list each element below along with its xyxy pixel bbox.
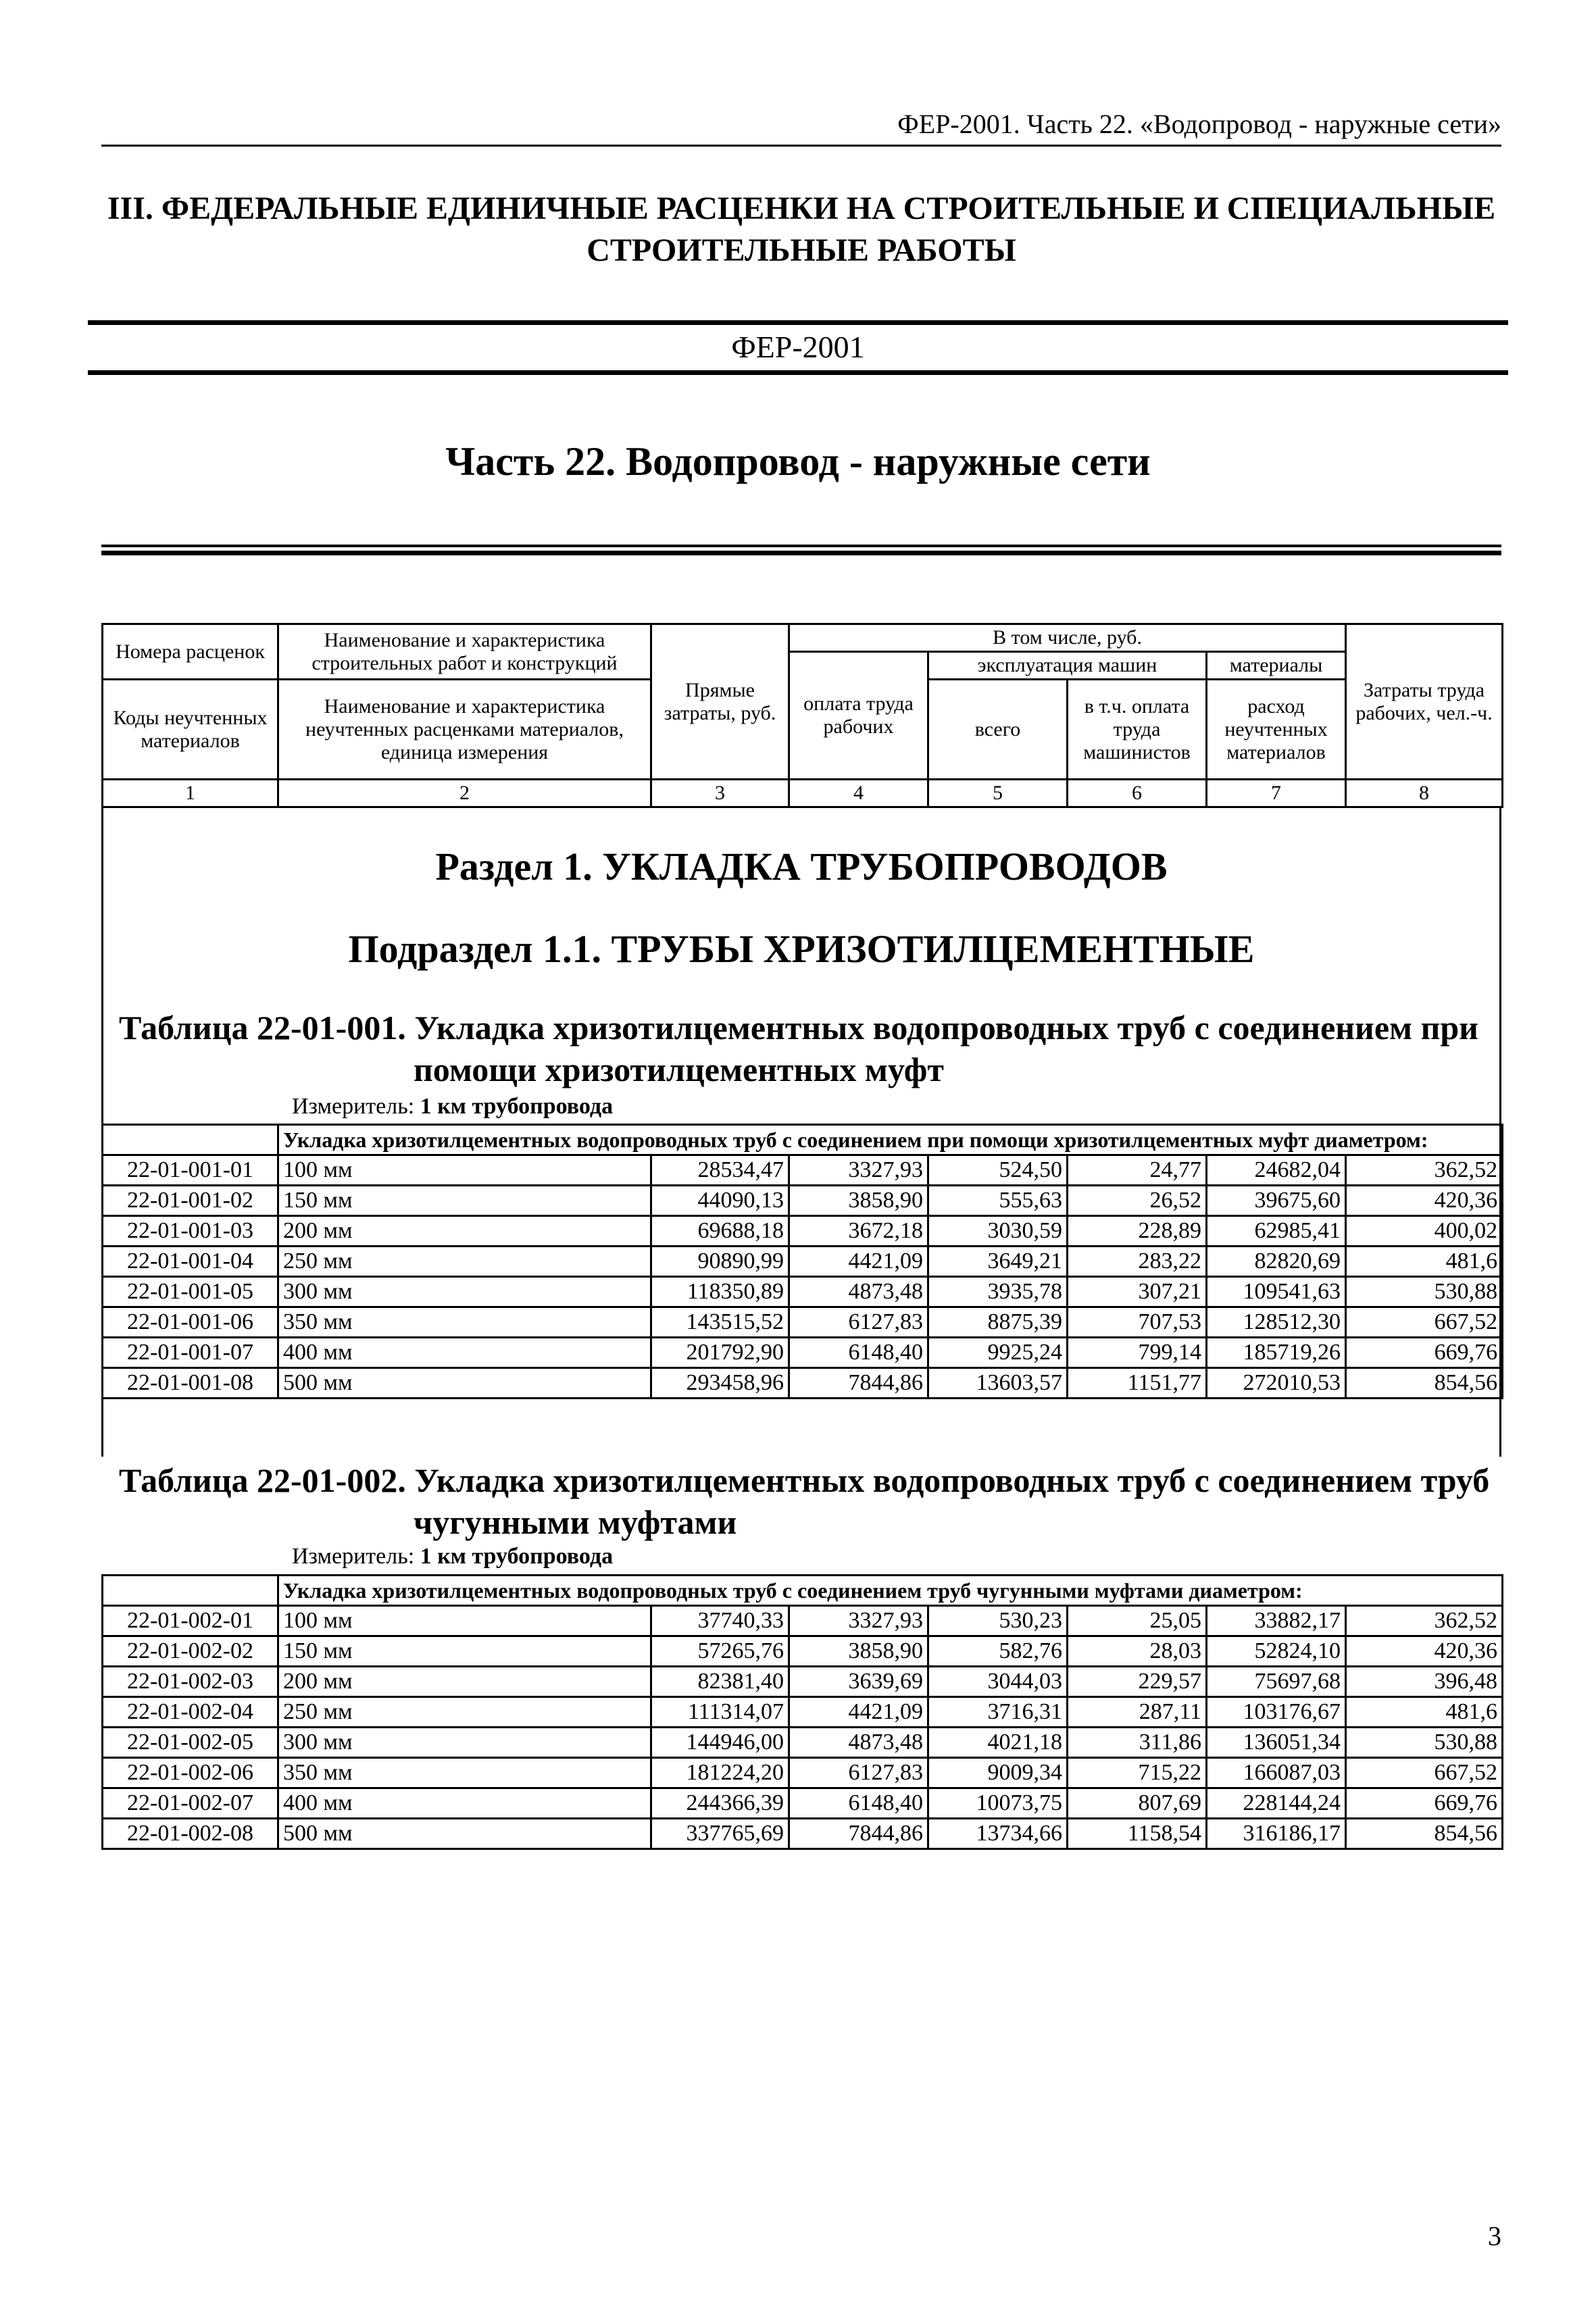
value-cell: 530,88 bbox=[1346, 1277, 1503, 1307]
value-cell: 669,76 bbox=[1346, 1338, 1503, 1368]
rate-code: 22-01-001-04 bbox=[103, 1247, 278, 1277]
value-cell: 530,23 bbox=[928, 1606, 1068, 1636]
value-cell: 6127,83 bbox=[789, 1758, 928, 1788]
col-number: 8 bbox=[1346, 780, 1503, 807]
header-nomera: Номера расценок bbox=[103, 624, 278, 680]
table-row bbox=[103, 1788, 1503, 1819]
measure-22-01-002 bbox=[292, 1543, 613, 1570]
value-cell: 799,14 bbox=[1068, 1338, 1207, 1368]
diameter: 300 мм bbox=[278, 1277, 651, 1307]
value-cell: 9009,34 bbox=[928, 1758, 1068, 1788]
table-title-line1: Таблица 22-01-002. Укладка хризотилцементных водопроводных труб с соединением труб bbox=[119, 1461, 1490, 1499]
bottom-rule bbox=[88, 370, 1508, 375]
table-row bbox=[103, 1606, 1503, 1636]
part-title: Часть 22. Водопровод - наружные сети bbox=[445, 439, 1151, 484]
value-cell: 13734,66 bbox=[928, 1819, 1068, 1849]
rate-code: 22-01-002-01 bbox=[103, 1606, 278, 1636]
value-cell: 26,52 bbox=[1068, 1186, 1207, 1216]
value-cell: 307,21 bbox=[1068, 1277, 1207, 1307]
header-naim-materialov: Наименование и характеристика неучтенных расценками материалов, единица измерения bbox=[278, 680, 651, 780]
page-number: 3 bbox=[1488, 2221, 1501, 2251]
group-row bbox=[103, 1576, 1503, 1606]
header-rashod: расход неучтенных материалов bbox=[1207, 680, 1346, 780]
table-row bbox=[103, 1758, 1503, 1788]
value-cell: 283,22 bbox=[1068, 1247, 1207, 1277]
table-row bbox=[103, 1368, 1503, 1399]
value-cell: 337765,69 bbox=[651, 1819, 789, 1849]
value-cell: 8875,39 bbox=[928, 1307, 1068, 1338]
section-title: Раздел 1. УКЛАДКА ТРУБОПРОВОДОВ bbox=[435, 845, 1168, 888]
value-cell: 136051,34 bbox=[1207, 1728, 1346, 1758]
value-cell: 524,50 bbox=[928, 1155, 1068, 1186]
header-kody: Коды неучтенных материалов bbox=[103, 680, 278, 780]
table-row bbox=[103, 1338, 1503, 1368]
header-naim-rabot: Наименование и характеристика строительных работ и конструкций bbox=[278, 624, 651, 680]
diameter: 200 мм bbox=[278, 1216, 651, 1247]
value-cell: 118350,89 bbox=[651, 1277, 789, 1307]
diameter: 500 мм bbox=[278, 1368, 651, 1399]
header-materialy: материалы bbox=[1207, 652, 1346, 680]
chapter-title: III. ФЕДЕРАЛЬНЫЕ ЕДИНИЧНЫЕ РАСЦЕНКИ НА СТРОИТЕЛЬНЫЕ И СПЕЦИАЛЬНЫЕ СТРОИТЕЛЬНЫЕ РАБОТЫ bbox=[107, 191, 1496, 268]
value-cell: 90890,99 bbox=[651, 1247, 789, 1277]
table-row bbox=[103, 1667, 1503, 1697]
table-row bbox=[103, 1697, 1503, 1728]
measure-value: 1 км трубопровода bbox=[420, 1544, 614, 1569]
value-cell: 13603,57 bbox=[928, 1368, 1068, 1399]
diameter: 250 мм bbox=[278, 1697, 651, 1728]
table-row bbox=[103, 1155, 1503, 1186]
value-cell: 244366,39 bbox=[651, 1788, 789, 1819]
value-cell: 3327,93 bbox=[789, 1155, 928, 1186]
value-cell: 24,77 bbox=[1068, 1155, 1207, 1186]
value-cell: 530,88 bbox=[1346, 1728, 1503, 1758]
rate-code: 22-01-002-08 bbox=[103, 1819, 278, 1849]
value-cell: 272010,53 bbox=[1207, 1368, 1346, 1399]
value-cell: 396,48 bbox=[1346, 1667, 1503, 1697]
group-code-cell bbox=[103, 1576, 278, 1606]
group-row bbox=[103, 1125, 1503, 1155]
value-cell: 228144,24 bbox=[1207, 1788, 1346, 1819]
value-cell: 3030,59 bbox=[928, 1216, 1068, 1247]
double-rule-bottom bbox=[101, 551, 1501, 555]
rate-code: 22-01-001-02 bbox=[103, 1186, 278, 1216]
value-cell: 3044,03 bbox=[928, 1667, 1068, 1697]
value-cell: 37740,33 bbox=[651, 1606, 789, 1636]
measure-label: Измеритель: bbox=[292, 1544, 420, 1569]
value-cell: 6148,40 bbox=[789, 1338, 928, 1368]
value-cell: 39675,60 bbox=[1207, 1186, 1346, 1216]
value-cell: 715,22 bbox=[1068, 1758, 1207, 1788]
table-row bbox=[103, 1216, 1503, 1247]
group-label: Укладка хризотилцементных водопроводных труб с соединением при помощи хризотилцементных муфт диаметром: bbox=[278, 1125, 1503, 1155]
col-number: 7 bbox=[1207, 780, 1346, 807]
value-cell: 33882,17 bbox=[1207, 1606, 1346, 1636]
value-cell: 287,11 bbox=[1068, 1697, 1207, 1728]
table-row bbox=[103, 1186, 1503, 1216]
col-number: 5 bbox=[928, 780, 1068, 807]
diameter: 300 мм bbox=[278, 1728, 651, 1758]
col-number: 1 bbox=[103, 780, 278, 807]
value-cell: 44090,13 bbox=[651, 1186, 789, 1216]
header-zatraty: Затраты труда рабочих, чел.-ч. bbox=[1346, 624, 1503, 780]
measure-value: 1 км трубопровода bbox=[420, 1094, 614, 1119]
value-cell: 201792,90 bbox=[651, 1338, 789, 1368]
value-cell: 3327,93 bbox=[789, 1606, 928, 1636]
diameter: 200 мм bbox=[278, 1667, 651, 1697]
value-cell: 82381,40 bbox=[651, 1667, 789, 1697]
value-cell: 57265,76 bbox=[651, 1636, 789, 1667]
value-cell: 3935,78 bbox=[928, 1277, 1068, 1307]
col-number: 3 bbox=[651, 780, 789, 807]
value-cell: 228,89 bbox=[1068, 1216, 1207, 1247]
rate-code: 22-01-001-05 bbox=[103, 1277, 278, 1307]
value-cell: 362,52 bbox=[1346, 1606, 1503, 1636]
value-cell: 143515,52 bbox=[651, 1307, 789, 1338]
value-cell: 229,57 bbox=[1068, 1667, 1207, 1697]
value-cell: 420,36 bbox=[1346, 1186, 1503, 1216]
rate-code: 22-01-002-04 bbox=[103, 1697, 278, 1728]
top-rule bbox=[88, 320, 1508, 325]
value-cell: 6127,83 bbox=[789, 1307, 928, 1338]
value-cell: 24682,04 bbox=[1207, 1155, 1346, 1186]
rate-code: 22-01-001-01 bbox=[103, 1155, 278, 1186]
value-cell: 362,52 bbox=[1346, 1155, 1503, 1186]
rate-code: 22-01-002-05 bbox=[103, 1728, 278, 1758]
table-row bbox=[103, 1819, 1503, 1849]
value-cell: 667,52 bbox=[1346, 1758, 1503, 1788]
value-cell: 3858,90 bbox=[789, 1186, 928, 1216]
value-cell: 400,02 bbox=[1346, 1216, 1503, 1247]
table-row bbox=[103, 1307, 1503, 1338]
value-cell: 7844,86 bbox=[789, 1819, 928, 1849]
running-header: ФЕР-2001. Часть 22. «Водопровод - наружные сети» bbox=[101, 108, 1501, 147]
value-cell: 82820,69 bbox=[1207, 1247, 1346, 1277]
rate-code: 22-01-001-08 bbox=[103, 1368, 278, 1399]
value-cell: 3716,31 bbox=[928, 1697, 1068, 1728]
table-title-line1: Таблица 22-01-001. Укладка хризотилцементных водопроводных труб с соединением при bbox=[119, 1009, 1478, 1047]
diameter: 400 мм bbox=[278, 1788, 651, 1819]
value-cell: 4421,09 bbox=[789, 1697, 928, 1728]
table-title-line2: чугунными муфтами bbox=[414, 1503, 737, 1541]
header-ekspl: эксплуатация машин bbox=[928, 652, 1207, 680]
value-cell: 854,56 bbox=[1346, 1368, 1503, 1399]
col-number: 6 bbox=[1068, 780, 1207, 807]
diameter: 100 мм bbox=[278, 1606, 651, 1636]
column-header-table bbox=[101, 623, 1503, 808]
rate-code: 22-01-001-06 bbox=[103, 1307, 278, 1338]
value-cell: 25,05 bbox=[1068, 1606, 1207, 1636]
diameter: 100 мм bbox=[278, 1155, 651, 1186]
value-cell: 111314,07 bbox=[651, 1697, 789, 1728]
value-cell: 807,69 bbox=[1068, 1788, 1207, 1819]
value-cell: 69688,18 bbox=[651, 1216, 789, 1247]
diameter: 350 мм bbox=[278, 1758, 651, 1788]
value-cell: 3858,90 bbox=[789, 1636, 928, 1667]
value-cell: 181224,20 bbox=[651, 1758, 789, 1788]
group-label: Укладка хризотилцементных водопроводных труб с соединением труб чугунными муфтами диаметром: bbox=[278, 1576, 1503, 1606]
rate-code: 22-01-001-03 bbox=[103, 1216, 278, 1247]
header-v-tom-chisle: В том числе, руб. bbox=[789, 624, 1346, 652]
measure-label: Измеритель: bbox=[292, 1094, 420, 1119]
value-cell: 144946,00 bbox=[651, 1728, 789, 1758]
value-cell: 293458,96 bbox=[651, 1368, 789, 1399]
value-cell: 582,76 bbox=[928, 1636, 1068, 1667]
diameter: 400 мм bbox=[278, 1338, 651, 1368]
table-title-22-01-002 bbox=[119, 1459, 1497, 1543]
header-pryamye: Прямые затраты, руб. bbox=[651, 624, 789, 780]
double-rule-top bbox=[101, 545, 1501, 547]
value-cell: 481,6 bbox=[1346, 1247, 1503, 1277]
value-cell: 1151,77 bbox=[1068, 1368, 1207, 1399]
table-row bbox=[103, 1247, 1503, 1277]
value-cell: 185719,26 bbox=[1207, 1338, 1346, 1368]
rate-code: 22-01-002-07 bbox=[103, 1788, 278, 1819]
value-cell: 669,76 bbox=[1346, 1788, 1503, 1819]
value-cell: 555,63 bbox=[928, 1186, 1068, 1216]
col-number: 4 bbox=[789, 780, 928, 807]
value-cell: 4021,18 bbox=[928, 1728, 1068, 1758]
col-number: 2 bbox=[278, 780, 651, 807]
table-title-line2: помощи хризотилцементных муфт bbox=[414, 1051, 944, 1088]
table-row bbox=[103, 1728, 1503, 1758]
value-cell: 128512,30 bbox=[1207, 1307, 1346, 1338]
group-code-cell bbox=[103, 1125, 278, 1155]
rates-table-22-01-002 bbox=[101, 1574, 1503, 1850]
value-cell: 3672,18 bbox=[789, 1216, 928, 1247]
value-cell: 6148,40 bbox=[789, 1788, 928, 1819]
rate-code: 22-01-002-06 bbox=[103, 1758, 278, 1788]
value-cell: 28534,47 bbox=[651, 1155, 789, 1186]
diameter: 150 мм bbox=[278, 1636, 651, 1667]
value-cell: 1158,54 bbox=[1068, 1819, 1207, 1849]
value-cell: 52824,10 bbox=[1207, 1636, 1346, 1667]
header-oplata: оплата труда рабочих bbox=[789, 652, 928, 780]
value-cell: 109541,63 bbox=[1207, 1277, 1346, 1307]
value-cell: 854,56 bbox=[1346, 1819, 1503, 1849]
subsection-title: Подраздел 1.1. ТРУБЫ ХРИЗОТИЛЦЕМЕНТНЫЕ bbox=[348, 927, 1255, 971]
value-cell: 4421,09 bbox=[789, 1247, 928, 1277]
value-cell: 3639,69 bbox=[789, 1667, 928, 1697]
fer-title: ФЕР-2001 bbox=[731, 330, 865, 364]
value-cell: 28,03 bbox=[1068, 1636, 1207, 1667]
measure-22-01-001 bbox=[292, 1093, 613, 1120]
value-cell: 75697,68 bbox=[1207, 1667, 1346, 1697]
value-cell: 316186,17 bbox=[1207, 1819, 1346, 1849]
header-vtch: в т.ч. оплата труда машинистов bbox=[1068, 680, 1207, 780]
value-cell: 10073,75 bbox=[928, 1788, 1068, 1819]
value-cell: 420,36 bbox=[1346, 1636, 1503, 1667]
diameter: 250 мм bbox=[278, 1247, 651, 1277]
value-cell: 7844,86 bbox=[789, 1368, 928, 1399]
value-cell: 667,52 bbox=[1346, 1307, 1503, 1338]
diameter: 150 мм bbox=[278, 1186, 651, 1216]
header-vsego: всего bbox=[928, 680, 1068, 780]
rates-table-22-01-001 bbox=[101, 1124, 1503, 1399]
value-cell: 9925,24 bbox=[928, 1338, 1068, 1368]
value-cell: 166087,03 bbox=[1207, 1758, 1346, 1788]
diameter: 350 мм bbox=[278, 1307, 651, 1338]
value-cell: 311,86 bbox=[1068, 1728, 1207, 1758]
rate-code: 22-01-002-02 bbox=[103, 1636, 278, 1667]
rate-code: 22-01-001-07 bbox=[103, 1338, 278, 1368]
table-row bbox=[103, 1277, 1503, 1307]
rate-code: 22-01-002-03 bbox=[103, 1667, 278, 1697]
diameter: 500 мм bbox=[278, 1819, 651, 1849]
value-cell: 707,53 bbox=[1068, 1307, 1207, 1338]
value-cell: 103176,67 bbox=[1207, 1697, 1346, 1728]
value-cell: 4873,48 bbox=[789, 1277, 928, 1307]
value-cell: 481,6 bbox=[1346, 1697, 1503, 1728]
value-cell: 4873,48 bbox=[789, 1728, 928, 1758]
value-cell: 3649,21 bbox=[928, 1247, 1068, 1277]
value-cell: 62985,41 bbox=[1207, 1216, 1346, 1247]
table-row bbox=[103, 1636, 1503, 1667]
table-title-22-01-001 bbox=[119, 1007, 1497, 1090]
